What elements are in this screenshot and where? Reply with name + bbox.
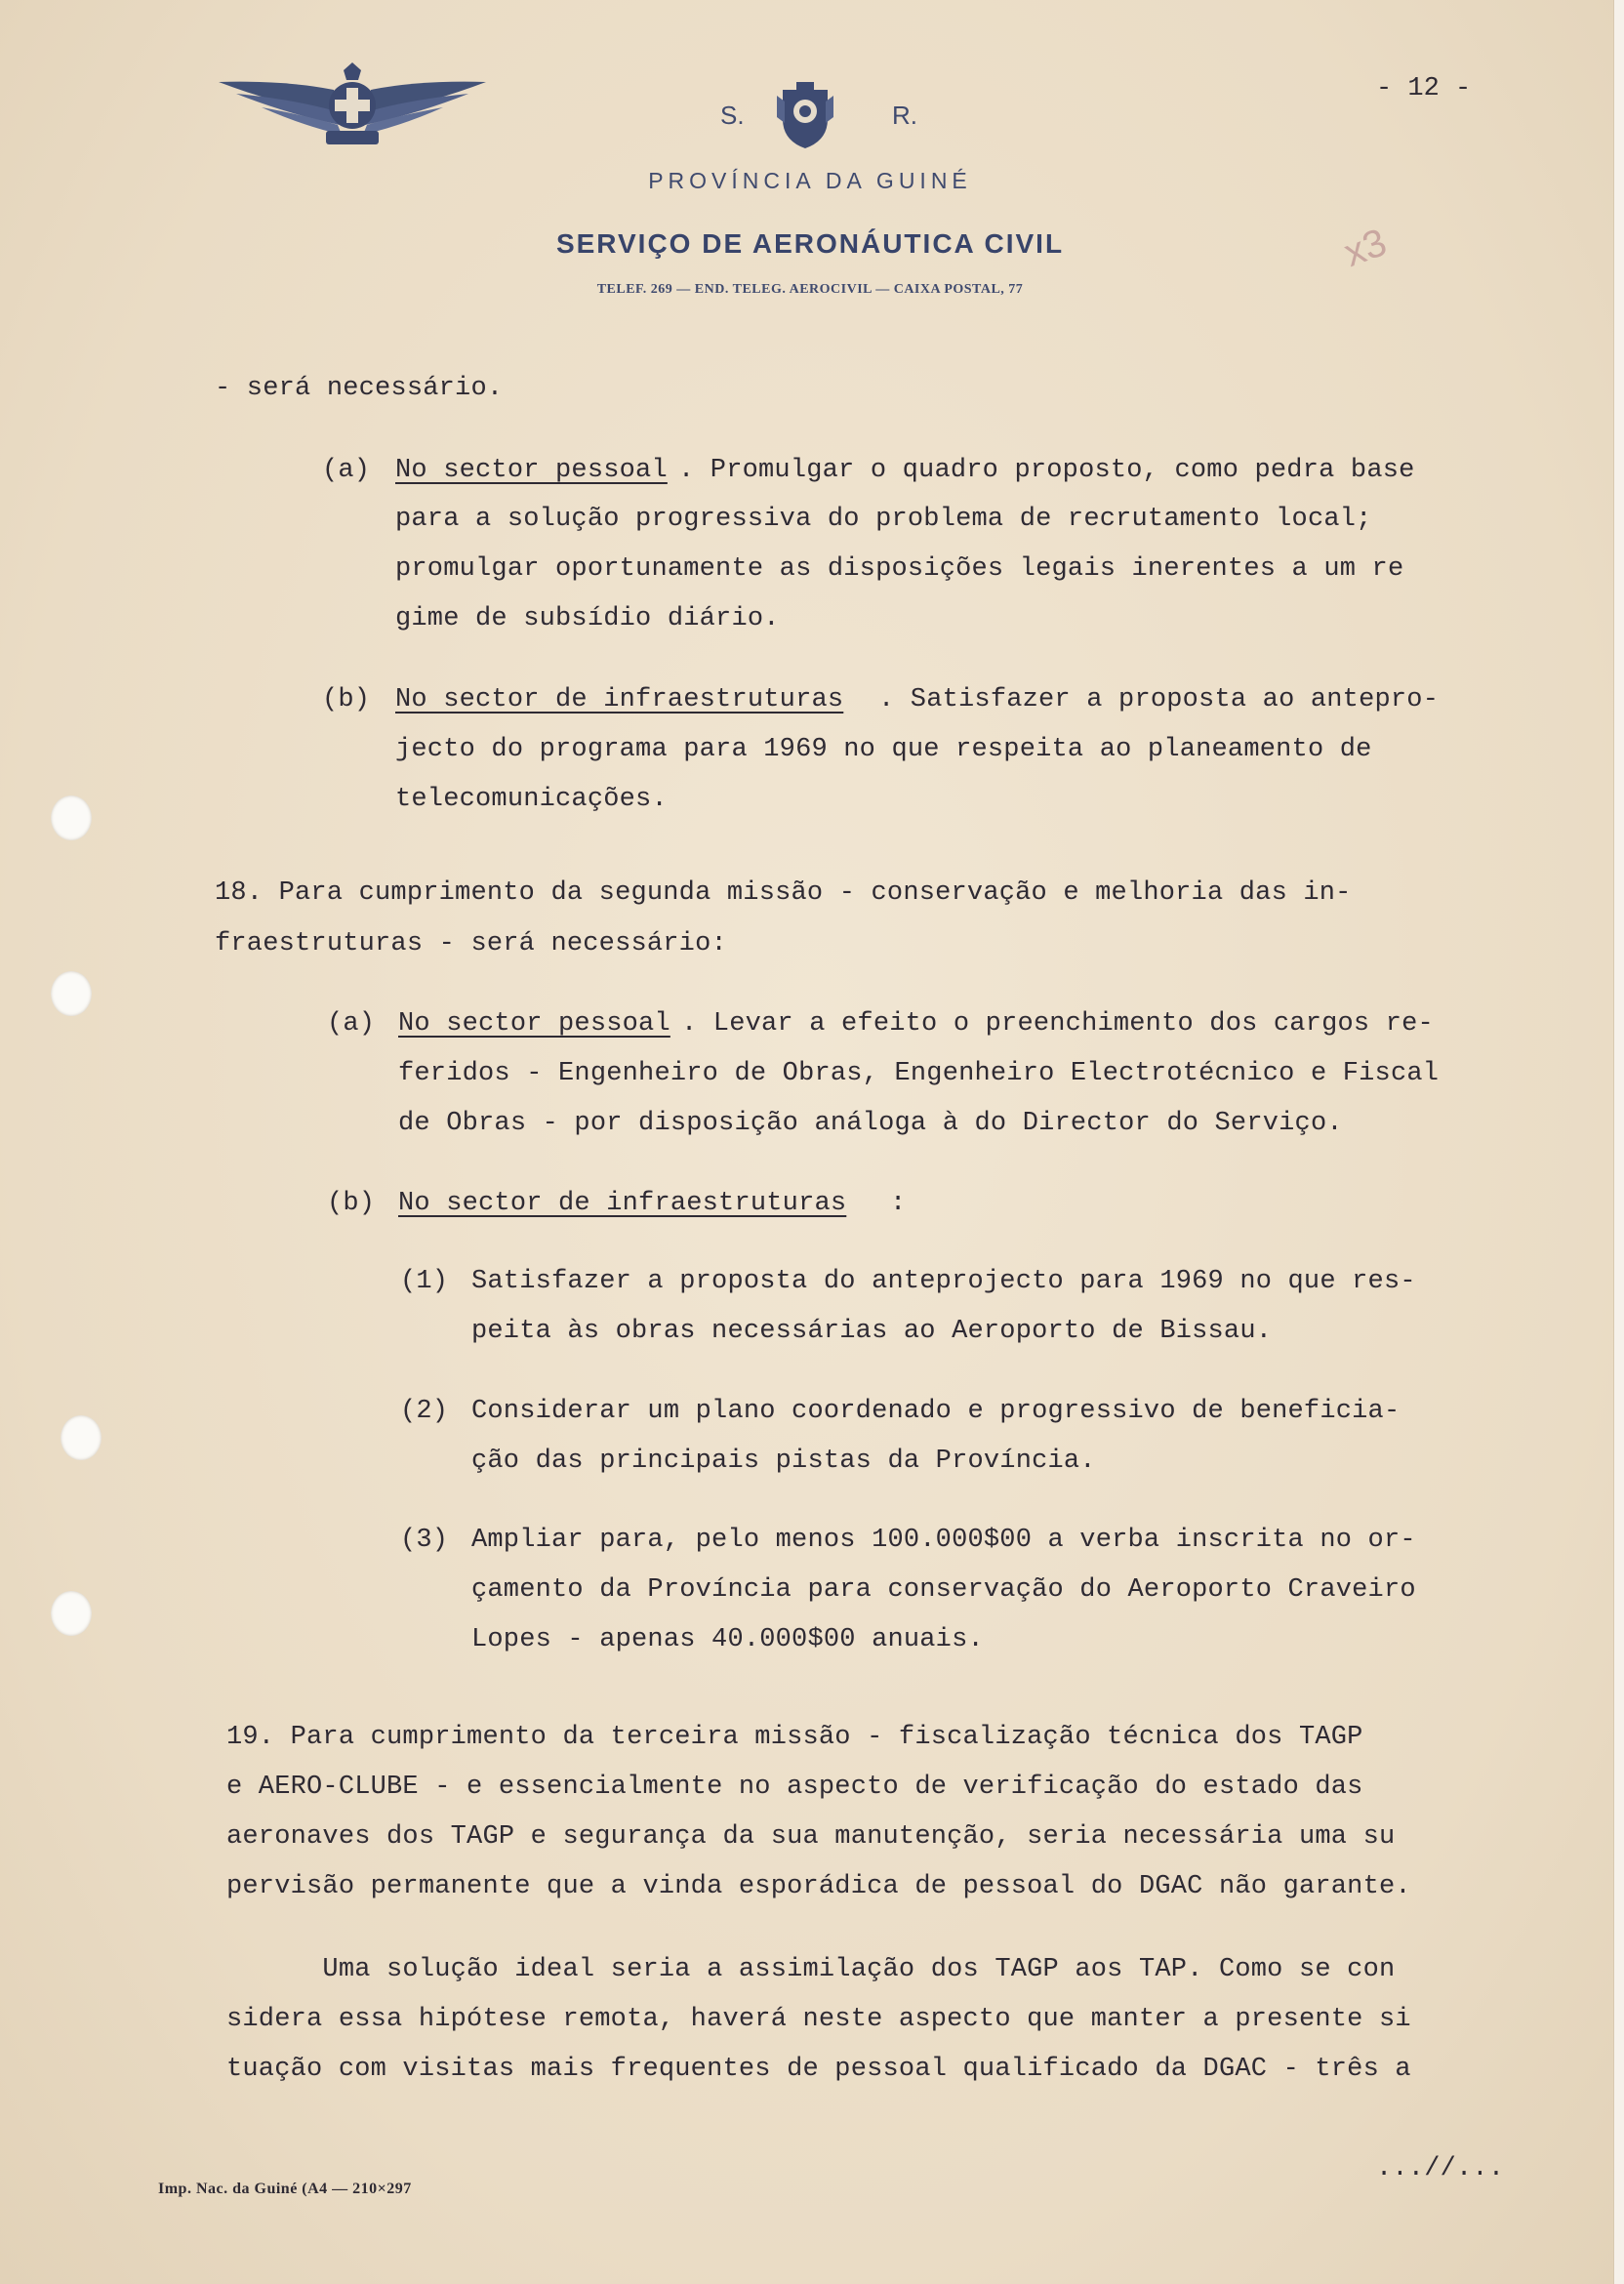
final-paragraph-line: Uma solução ideal seria a assimilação dos TAGP aos TAP. Como se con (226, 1955, 1396, 1984)
final-paragraph-line: sidera essa hipótese remota, haverá neste aspecto que manter a presente si (226, 2005, 1411, 2034)
item-b2-colon: : (890, 1189, 907, 1218)
item-b1-line: telecomunicações. (395, 785, 668, 814)
sub-item-2-label: (2) (400, 1397, 449, 1426)
sub-item-2-line: ção das principais pistas da Província. (471, 1447, 1096, 1476)
item-a1-line: para a solução progressiva do problema de recrutamento local; (395, 505, 1372, 534)
contact-line: TELEF. 269 — END. TELEG. AEROCIVIL — CAIXA POSTAL, 77 (596, 282, 1024, 297)
page-edge (1613, 0, 1624, 2284)
item-a1-line: . Promulgar o quadro proposto, como pedra base (678, 456, 1415, 485)
item-a2-line: . Levar a efeito o preenchimento dos cargos re- (681, 1009, 1434, 1039)
handwritten-mark: x3 (1338, 221, 1393, 275)
paragraph-18-line: fraestruturas - será necessário: (215, 929, 727, 958)
paragraph-19-line: pervisão permanente que a vinda esporádica de pessoal do DGAC não garante. (226, 1872, 1411, 1901)
continuation-mark: ...//... (1376, 2154, 1505, 2183)
sub-item-3-line: Lopes - apenas 40.000$00 anuais. (471, 1625, 984, 1654)
sub-item-3-line: çamento da Província para conservação do Aeroporto Craveiro (471, 1575, 1416, 1605)
item-a1-title: No sector pessoal (395, 456, 668, 485)
paragraph-19-line: aeronaves dos TAGP e segurança da sua manutenção, seria necessária uma su (226, 1822, 1396, 1852)
coat-of-arms-icon (775, 82, 835, 150)
sub-item-1-label: (1) (400, 1267, 449, 1296)
sub-item-2-line: Considerar um plano coordenado e progressivo de beneficia- (471, 1397, 1401, 1426)
punch-hole (51, 971, 92, 1016)
item-b2-title: No sector de infraestruturas (398, 1189, 847, 1218)
paragraph-18-line: 18. Para cumprimento da segunda missão - conservação e melhoria das in- (215, 878, 1352, 908)
paragraph-19-line: e AERO-CLUBE - e essencialmente no aspecto de verificação do estado das (226, 1773, 1363, 1802)
item-b1-line: jecto do programa para 1969 no que respeita ao planeamento de (395, 735, 1372, 764)
sub-item-1-line: peita às obras necessárias ao Aeroporto de Bissau. (471, 1317, 1273, 1346)
item-b1-title: No sector de infraestruturas (395, 685, 844, 714)
item-a2-label: (a) (327, 1009, 376, 1039)
item-a2-title: No sector pessoal (398, 1009, 670, 1039)
item-a1-line: gime de subsídio diário. (395, 604, 780, 633)
monogram-left: S. (720, 101, 745, 130)
wings-emblem-icon (217, 61, 488, 150)
intro-line: - será necessário. (215, 374, 504, 403)
province-title: PROVÍNCIA DA GUINÉ (648, 168, 972, 193)
punch-hole (51, 795, 92, 840)
service-title: SERVIÇO DE AERONÁUTICA CIVIL (555, 228, 1065, 259)
item-b1-label: (b) (322, 685, 371, 714)
monogram-right: R. (892, 101, 917, 130)
item-a2-line: feridos - Engenheiro de Obras, Engenheiro Electrotécnico e Fiscal (398, 1059, 1440, 1088)
sub-item-3-label: (3) (400, 1526, 449, 1555)
printer-imprint: Imp. Nac. da Guiné (A4 — 210×297 (158, 2181, 412, 2197)
item-a1-label: (a) (322, 456, 371, 485)
item-b1-line: . Satisfazer a proposta ao antepro- (878, 685, 1440, 714)
paragraph-19-line: 19. Para cumprimento da terceira missão - fiscalização técnica dos TAGP (226, 1723, 1363, 1752)
item-b2-label: (b) (327, 1189, 376, 1218)
sub-item-1-line: Satisfazer a proposta do anteprojecto para 1969 no que res- (471, 1267, 1416, 1296)
page-number: - 12 - (1376, 74, 1472, 103)
sub-item-3-line: Ampliar para, pelo menos 100.000$00 a verba inscrita no or- (471, 1526, 1416, 1555)
punch-hole (61, 1415, 102, 1460)
item-a2-line: de Obras - por disposição análoga à do Director do Serviço. (398, 1109, 1343, 1138)
final-paragraph-line: tuação com visitas mais frequentes de pessoal qualificado da DGAC - três a (226, 2055, 1411, 2084)
item-a1-line: promulgar oportunamente as disposições legais inerentes a um re (395, 554, 1404, 584)
punch-hole (51, 1591, 92, 1636)
